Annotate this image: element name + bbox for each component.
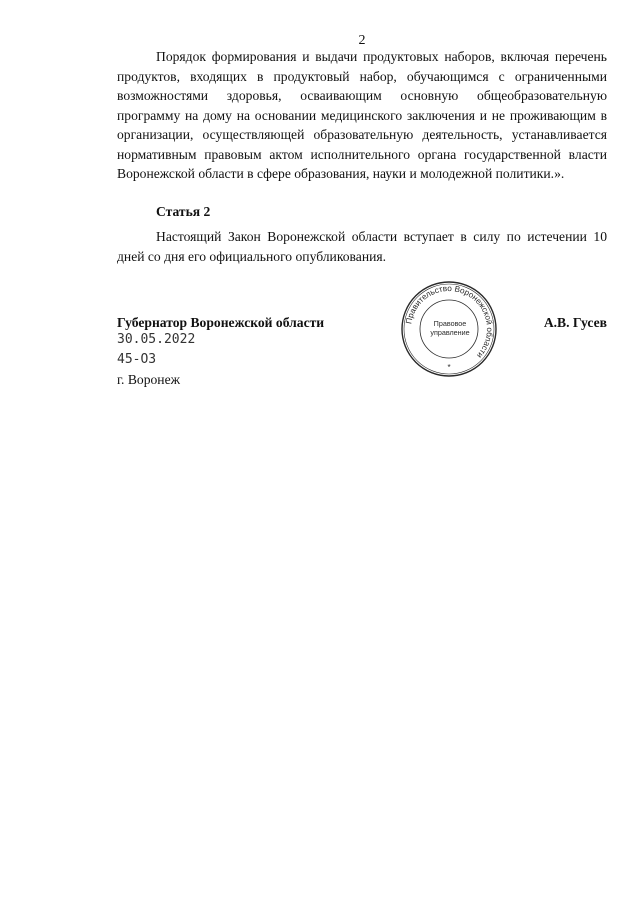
seal-graphic (399, 279, 499, 379)
seal-star: * (447, 363, 451, 372)
signer-name: А.В. Гусев (543, 315, 607, 330)
signer-title: Губернатор Воронежской области (117, 315, 325, 330)
seal-outer-text: Правительство Воронежской области (404, 283, 495, 360)
paragraph-procedure: Порядок формирования и выдачи продуктовых наборов, включая перечень продуктов, входящих в продуктовый набор, обучающимся с ограниченными возможностями здоровья, осваивающим основную общеобразовательную программу на дому на основании медицинского заключения и не проживающим в организации, осуществляющей образовательную деятельность, устанавливается нормативным правовым актом исполнительного органа государственной власти Воронежской области в сфере образования, науки и молодежной политики.». (117, 49, 607, 181)
city-of-signing: г. Воронеж (117, 372, 180, 387)
seal-inner-line-1: Правовое (433, 319, 467, 328)
paragraph-entry-into-force: Настоящий Закон Воронежской области вступает в силу по истечении 10 дней со дня его официального опубликования. (117, 229, 607, 264)
page-number: 2 (358, 33, 366, 48)
article-2-heading: Статья 2 (156, 204, 211, 219)
official-seal-stamp (399, 279, 499, 379)
law-number: 45-ОЗ (117, 352, 157, 367)
registration-date: 30.05.2022 (117, 332, 196, 347)
seal-inner-line-2: управление (430, 328, 470, 337)
